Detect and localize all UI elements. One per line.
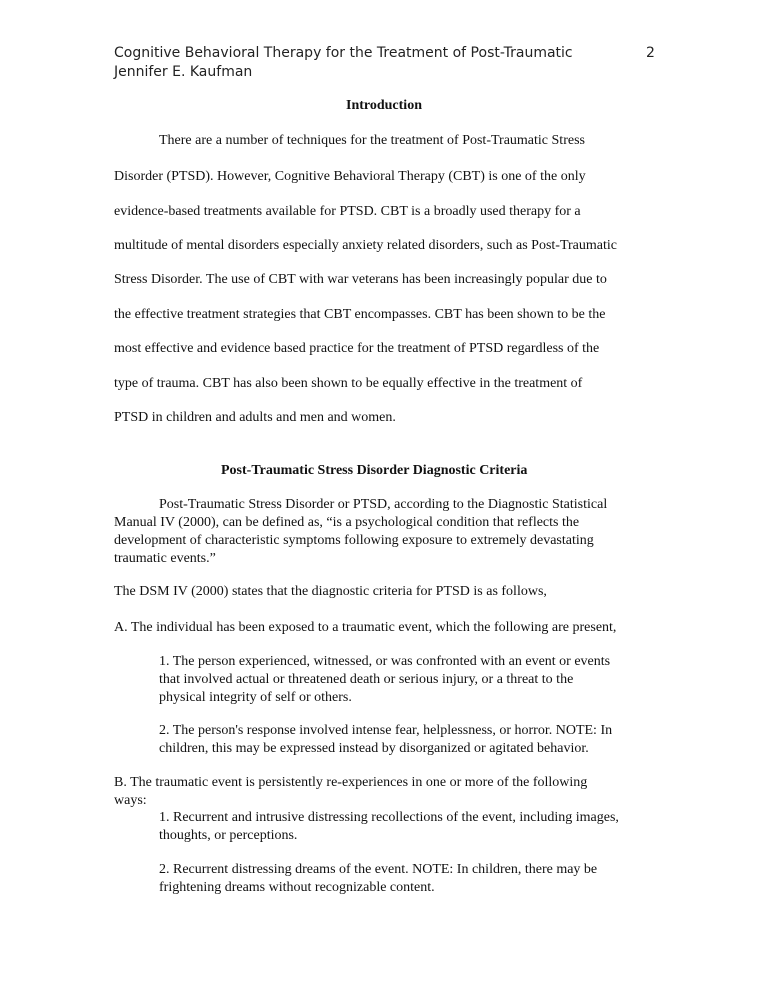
criterion-a1-line: that involved actual or threatened death or serious injury, or a threat to the	[159, 672, 574, 687]
criterion-b2-line: 2. Recurrent distressing dreams of the event. NOTE: In children, there may be	[159, 862, 598, 877]
intro-line: Stress Disorder. The use of CBT with war veterans has been increasingly popular due to	[114, 272, 607, 287]
criterion-a-intro: A. The individual has been exposed to a traumatic event, which the following are present,	[114, 620, 617, 635]
definition-line: development of characteristic symptoms following exposure to extremely devastating	[114, 533, 594, 548]
criterion-b1-line: thoughts, or perceptions.	[159, 828, 298, 843]
intro-line: There are a number of techniques for the treatment of Post-Traumatic Stress	[159, 133, 585, 148]
definition-line: traumatic events.”	[114, 551, 216, 566]
dsm-intro: The DSM IV (2000) states that the diagnostic criteria for PTSD is as follows,	[114, 584, 547, 599]
definition-line: Post-Traumatic Stress Disorder or PTSD, according to the Diagnostic Statistical	[159, 497, 608, 512]
intro-line: the effective treatment strategies that CBT encompasses. CBT has been shown to be the	[114, 307, 606, 322]
criteria-heading: Post-Traumatic Stress Disorder Diagnostic Criteria	[221, 463, 528, 478]
criterion-b1-line: 1. Recurrent and intrusive distressing recollections of the event, including images,	[159, 810, 619, 825]
criterion-b2-line: frightening dreams without recognizable content.	[159, 880, 435, 895]
intro-line: PTSD in children and adults and men and women.	[114, 410, 396, 425]
criterion-b-intro: B. The traumatic event is persistently re-experiences in one or more of the following	[114, 775, 588, 790]
intro-line: evidence-based treatments available for PTSD. CBT is a broadly used therapy for a	[114, 204, 581, 219]
criterion-a2-line: 2. The person's response involved intense fear, helplessness, or horror. NOTE: In	[159, 723, 613, 738]
intro-line: type of trauma. CBT has also been shown to be equally effective in the treatment of	[114, 376, 583, 391]
definition-line: Manual IV (2000), can be defined as, “is a psychological condition that reflects the	[114, 515, 580, 530]
criterion-a1-line: 1. The person experienced, witnessed, or was confronted with an event or events	[159, 654, 611, 669]
running-head-title: Cognitive Behavioral Therapy for the Treatment of Post-Traumatic	[114, 45, 573, 61]
running-head-author: Jennifer E. Kaufman	[114, 64, 253, 80]
intro-line: Disorder (PTSD). However, Cognitive Behavioral Therapy (CBT) is one of the only	[114, 169, 586, 184]
intro-line: most effective and evidence based practice for the treatment of PTSD regardless of the	[114, 341, 600, 356]
intro-line: multitude of mental disorders especially anxiety related disorders, such as Post-Traumatic	[114, 238, 617, 253]
page-number: 2	[646, 45, 655, 61]
criterion-a2-line: children, this may be expressed instead by disorganized or agitated behavior.	[159, 741, 589, 756]
introduction-heading: Introduction	[346, 98, 422, 113]
criterion-b-intro: ways:	[114, 793, 147, 808]
criterion-a1-line: physical integrity of self or others.	[159, 690, 352, 705]
